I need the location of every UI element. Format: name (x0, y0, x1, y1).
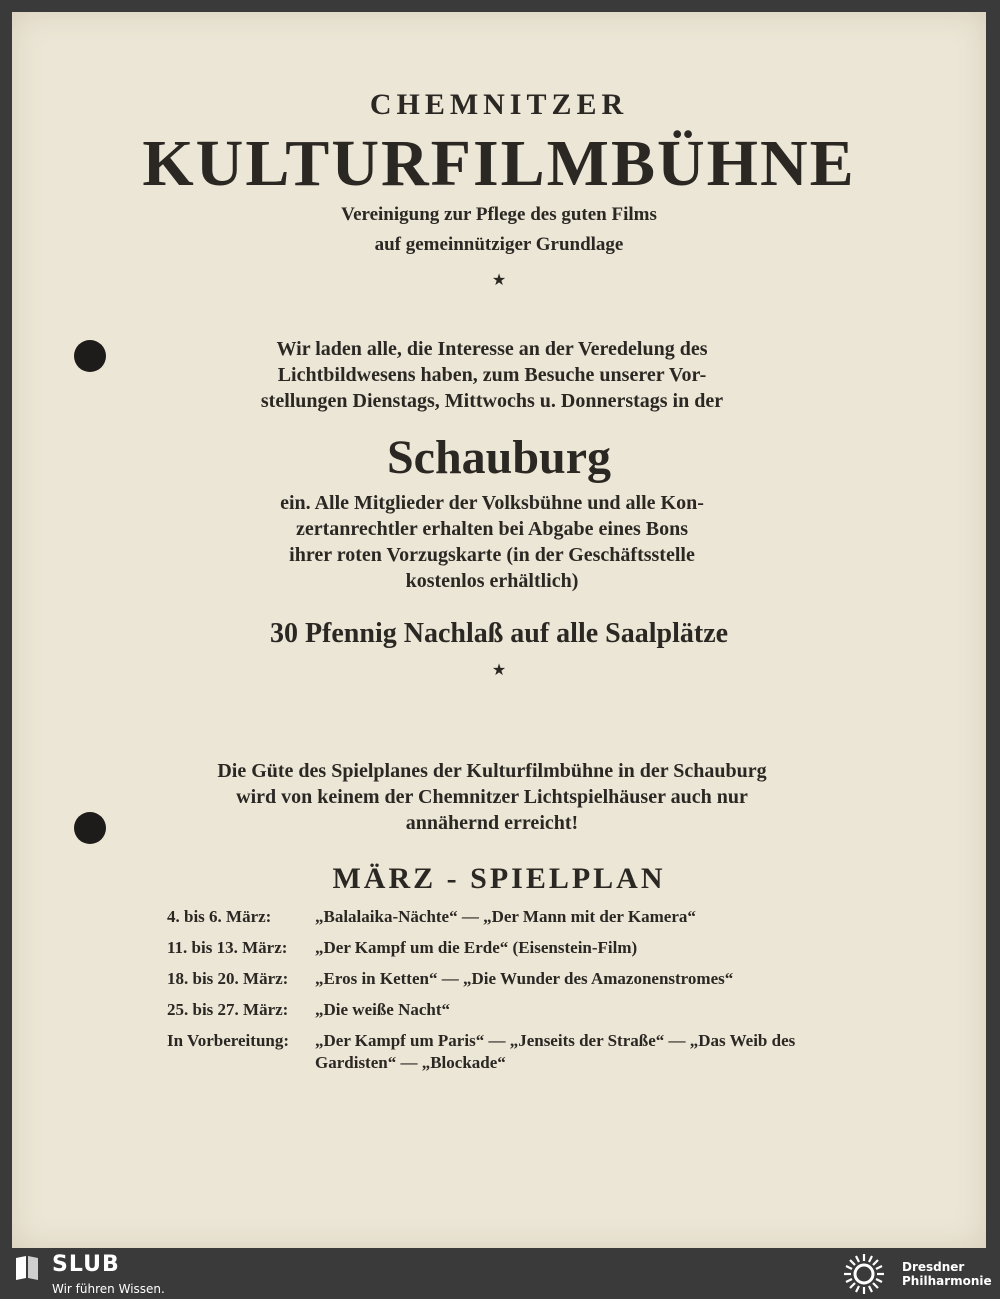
punch-hole-bottom (74, 812, 106, 844)
philharmonie-logo-icon[interactable] (842, 1252, 886, 1296)
invitation-line-3: stellungen Dienstags, Mittwochs u. Donnerstags in der (260, 390, 724, 412)
discount-line: 30 Pfennig Nachlaß auf alle Saalplätze (269, 618, 729, 649)
subtitle-line-1: Vereinigung zur Pflege des guten Films (341, 204, 657, 225)
schedule-date: 4. bis 6. März: (167, 907, 272, 926)
schedule-row (167, 1030, 847, 1074)
schedule-row (167, 999, 847, 1021)
invitation-text (212, 336, 772, 414)
quality-line-2: wird von keinem der Chemnitzer Lichtspielhäuser auch nur (236, 786, 748, 808)
invitation-line-1: Wir laden alle, die Interesse an der Veredelung des (276, 338, 708, 360)
schedule-films: „Der Kampf um Paris“ — „Jenseits der Straße“ — „Das Weib des Gardisten“ — „Blockade“ (315, 1031, 796, 1072)
schedule-films: „Balalaika-Nächte“ — „Der Mann mit der Kamera“ (315, 907, 696, 926)
schedule-films: „Der Kampf um die Erde“ (Eisenstein-Film) (315, 938, 638, 957)
schedule-date: In Vorbereitung: (167, 1031, 290, 1050)
schedule-date: 25. bis 27. März: (167, 1000, 289, 1019)
star-divider-1: ★ (491, 270, 507, 289)
schedule-films: „Eros in Ketten“ — „Die Wunder des Amazonenstromes“ (315, 969, 734, 988)
star-divider-2: ★ (491, 660, 507, 679)
footer-bar (0, 1248, 1000, 1299)
invitation-after-line-2: zertanrechtler erhalten bei Abgabe eines Bons (296, 518, 688, 540)
schedule-row (167, 968, 847, 990)
schedule-list (167, 906, 847, 1083)
schedule-films: „Die weiße Nacht“ (315, 1000, 451, 1019)
slub-name[interactable]: SLUB (52, 1252, 120, 1277)
quality-line-1: Die Güte des Spielplanes der Kulturfilmbühne in der Schauburg (217, 760, 767, 782)
schedule-date: 18. bis 20. März: (167, 969, 289, 988)
quality-line-3: annähernd erreicht! (405, 812, 579, 834)
invitation-after-line-3: ihrer roten Vorzugskarte (in der Geschäftsstelle (289, 544, 695, 566)
schedule-row (167, 906, 847, 928)
invitation-line-2: Lichtbildwesens haben, zum Besuche unserer Vor- (277, 364, 707, 386)
header-title: KULTURFILMBÜHNE (142, 127, 856, 200)
slub-book-icon[interactable] (14, 1254, 40, 1282)
schedule-date: 11. bis 13. März: (167, 938, 288, 957)
slub-tagline: Wir führen Wissen. (52, 1282, 165, 1296)
header-line-1: CHEMNITZER (369, 88, 629, 121)
punch-hole-top (74, 340, 106, 372)
philharmonie-name-line-2: Philharmonie (902, 1274, 992, 1288)
quality-statement (152, 758, 832, 836)
schedule-row (167, 937, 847, 959)
invitation-after-line-4: kostenlos erhältlich) (405, 570, 579, 592)
philharmonie-name[interactable] (902, 1260, 992, 1288)
document-page (12, 12, 986, 1248)
philharmonie-name-line-1: Dresdner (902, 1260, 965, 1274)
invitation-text-2 (212, 490, 772, 594)
header-subtitle (12, 200, 986, 260)
venue-name: Schauburg (386, 431, 612, 484)
invitation-after-line-1: ein. Alle Mitglieder der Volksbühne und alle Kon- (280, 492, 704, 514)
schedule-title: MÄRZ - SPIELPLAN (332, 862, 666, 895)
subtitle-line-2: auf gemeinnütziger Grundlage (374, 234, 624, 255)
